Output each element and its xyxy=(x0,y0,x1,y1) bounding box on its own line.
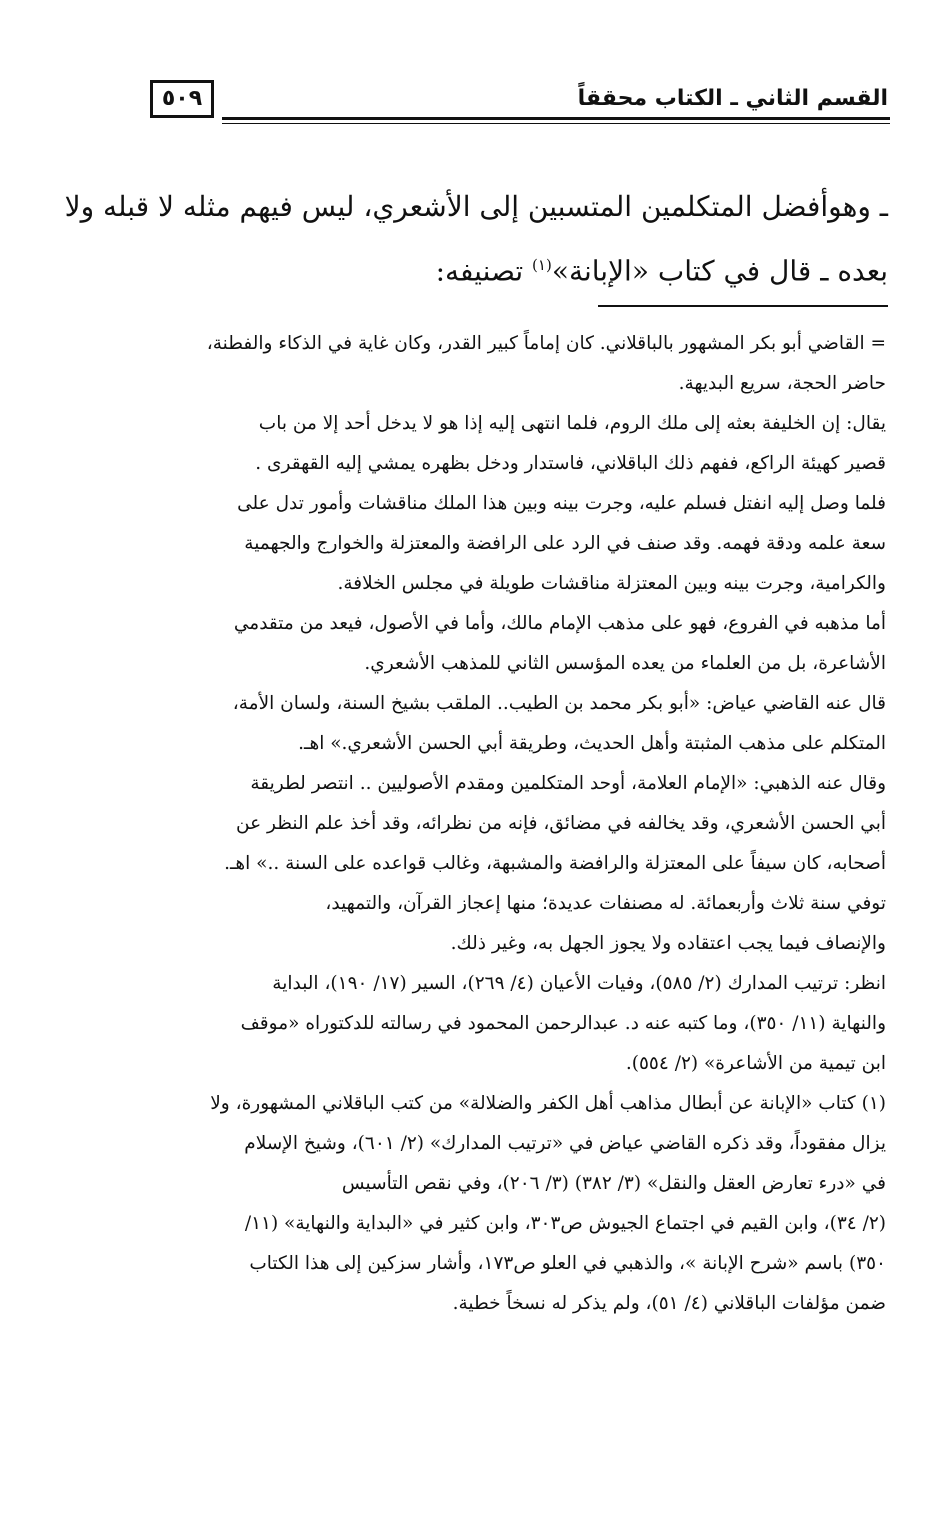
main-text-block xyxy=(64,178,888,300)
page-number-box: ٥٠٩ xyxy=(150,80,214,118)
footnote-line: فلما وصل إليه انفتل فسلم عليه، وجرت بينه وبين هذا الملك مناقشات وأمور تدل على xyxy=(237,493,886,514)
footnote-line: المتكلم على مذهب المثبتة وأهل الحديث، وطريقة أبي الحسن الأشعري.» اهـ. xyxy=(298,733,886,754)
footnote-line: توفي سنة ثلاث وأربعمائة. له مصنفات عديدة؛ منها إعجاز القرآن، والتمهيد، xyxy=(325,893,886,914)
footnote-separator xyxy=(598,305,888,307)
main-text-line-2-start: بعده ـ قال في كتاب «الإبانة» xyxy=(551,254,888,288)
footnote-line: ابن تيمية من الأشاعرة» (٢/ ٥٥٤). xyxy=(625,1053,886,1074)
footnote-1-line: ٣٥٠) باسم «شرح الإبانة »، والذهبي في العلو ص١٧٣، وأشار سزكين إلى هذا الكتاب xyxy=(249,1253,886,1274)
footnote-line: = القاضي أبو بكر المشهور بالباقلاني. كان إماماً كبير القدر، وكان غاية في الذكاء والفطنة، xyxy=(206,333,886,354)
footnote-1-line: يزال مفقوداً، وقد ذكره القاضي عياض في «ترتيب المدارك» (٢/ ٦٠١)، وشيخ الإسلام xyxy=(244,1133,886,1154)
footnote-line: والإنصاف فيما يجب اعتقاده ولا يجوز الجهل به، وغير ذلك. xyxy=(450,933,886,954)
footnote-line: والكرامية، وجرت بينه وبين المعتزلة مناقشات طويلة في مجلس الخلافة. xyxy=(337,573,886,594)
main-text-line-1: ـ وهوأفضل المتكلمين المتسبين إلى الأشعري، ليس فيهم مثله لا قبله ولا xyxy=(64,190,888,223)
header-rule-thick xyxy=(222,117,890,120)
footnote-line: الأشاعرة، بل من العلماء من يعده المؤسس الثاني للمذهب الأشعري. xyxy=(364,653,886,674)
footnote-line: حاضر الحجة، سريع البديهة. xyxy=(678,373,886,394)
footnote-line: وقال عنه الذهبي: «الإمام العلامة، أوحد المتكلمين ومقدم الأصوليين .. انتصر لطريقة xyxy=(250,773,886,794)
footnote-line: قال عنه القاضي عياض: «أبو بكر محمد بن الطيب.. الملقب بشيخ السنة، ولسان الأمة، xyxy=(232,693,886,714)
header-rule-thin xyxy=(222,123,890,124)
footnote-line: انظر: ترتيب المدارك (٢/ ٥٨٥)، وفيات الأعيان (٤/ ٢٦٩)، السير (١٧/ ١٩٠)، البداية xyxy=(272,973,886,994)
footnotes-block xyxy=(148,324,886,1324)
footnote-line: قصير كهيئة الراكع، ففهم ذلك الباقلاني، فاستدار ودخل بظهره يمشي إليه القهقرى . xyxy=(255,453,886,474)
running-header-title: القسم الثاني ـ الكتاب محققاً xyxy=(577,86,888,111)
footnote-line: والنهاية (١١/ ٣٥٠)، وما كتبه عنه د. عبدالرحمن المحمود في رسالته للدكتوراه «موقف xyxy=(240,1013,886,1034)
footnote-line: أما مذهبه في الفروع، فهو على مذهب الإمام مالك، وأما في الأصول، فيعد من متقدمي xyxy=(233,613,886,634)
footnote-line: أصحابه، كان سيفاً على المعتزلة والرافضة والمشبهة، وغالب قواعده على السنة ..» اهـ. xyxy=(224,853,886,874)
footnote-1-line: (١) كتاب «الإبانة عن أبطال مذاهب أهل الكفر والضلالة» من كتب الباقلاني المشهورة، ولا xyxy=(210,1093,886,1114)
main-text-line-2-end: تصنيفه: xyxy=(435,254,533,288)
footnote-reference-1[interactable]: (١) xyxy=(532,256,552,274)
main-text-line-2 xyxy=(160,236,888,300)
footnote-line: يقال: إن الخليفة بعثه إلى ملك الروم، فلما انتهى إليه إذا هو لا يدخل أحد إلا من باب xyxy=(258,413,886,434)
footnote-line: أبي الحسن الأشعري، وقد يخالفه في مضائق، فإنه من نظرائه، وقد أخذ علم النظر عن xyxy=(235,813,886,834)
footnote-1-line: ضمن مؤلفات الباقلاني (٤/ ٥١)، ولم يذكر له نسخاً خطية. xyxy=(452,1293,886,1314)
footnote-1-line: في «درء تعارض العقل والنقل» (٣/ ٣٨٢) (٣/ ٢٠٦)، وفي نقص التأسيس xyxy=(341,1173,886,1194)
footnote-1-line: (٢/ ٣٤)، وابن القيم في اجتماع الجيوش ص٣٠٣، وابن كثير في «البداية والنهاية» (١١/ xyxy=(244,1213,886,1234)
footnote-line: سعة علمه ودقة فهمه. وقد صنف في الرد على الرافضة والمعتزلة والخوارج والجهمية xyxy=(244,533,886,554)
